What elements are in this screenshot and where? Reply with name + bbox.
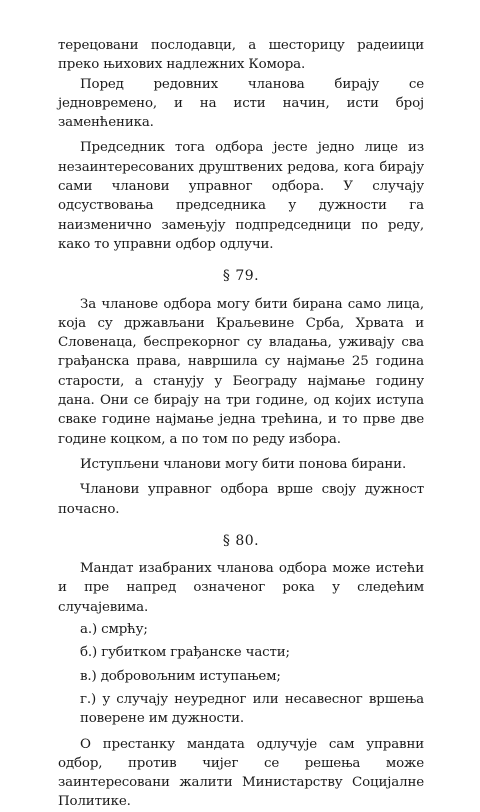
- list-item-text: добровољним иступањем;: [100, 668, 281, 684]
- paragraph-deputies: Поред редовних чланова бирају се једновремено, и на исти начин, исти број заменћеника.: [58, 76, 424, 131]
- list-item: [58, 690, 424, 729]
- document-page: [58, 36, 424, 812]
- list-marker: а.): [80, 622, 98, 638]
- section-heading-80: § 80.: [222, 532, 260, 549]
- paragraph-appeal: О престанку мандата одлучује сам управни одбор, против чијег се решења може заинтересовани жалити Министарству Социјалне Политике.: [58, 736, 424, 810]
- list-item-text: губитком грађанске части;: [101, 645, 290, 661]
- list-marker: б.): [80, 645, 98, 661]
- list-item-text: смрћу;: [101, 622, 148, 638]
- paragraph-honorary: Чланови управног одбора врше своју дужност почасно.: [58, 482, 424, 517]
- mandate-termination-list: [58, 620, 424, 728]
- paragraph-president: Председник тога одбора јесте једно лице из незаинтересованих друштвених редова, кога бирају сами чланови управног одбора. У случају одсуствовања председника у дужности га наизменично замењују подпредседници по реду, како то управни одбор одлучи.: [58, 140, 424, 252]
- paragraph-mandate: Мандат изабраних чланова одбора може истећи и пре напред означеног рока у следећим случајевима.: [58, 561, 424, 615]
- paragraph-eligibility: За чланове одбора могу бити бирана само лица, која су држављани Краљевине Срба, Хрвата и Словенаца, беспрекорног су владања, уживају сва грађанска права, навршила су најмање 25 година старости, а станују у Београду најмање годину дана. Они се бирају на три године, од којих иступа сваке године најмање једна трећина, и то прве две године коцком, а по том по реду избора.: [58, 296, 424, 447]
- paragraph-continuation: терецовани послодавци, а шесторицу радеиици преко њихових надлежних Комора.: [58, 38, 424, 73]
- list-item: [58, 620, 424, 639]
- paragraph-reelection: Иступљени чланови могу бити понова бирани.: [80, 456, 407, 472]
- list-item-text: у случају неуредног или несавесног вршења поверене им дужности.: [80, 691, 424, 727]
- list-item: [58, 643, 424, 662]
- list-marker: в.): [80, 668, 97, 684]
- list-marker: г.): [80, 691, 97, 707]
- list-item: [58, 667, 424, 686]
- section-heading-79: § 79.: [222, 268, 260, 285]
